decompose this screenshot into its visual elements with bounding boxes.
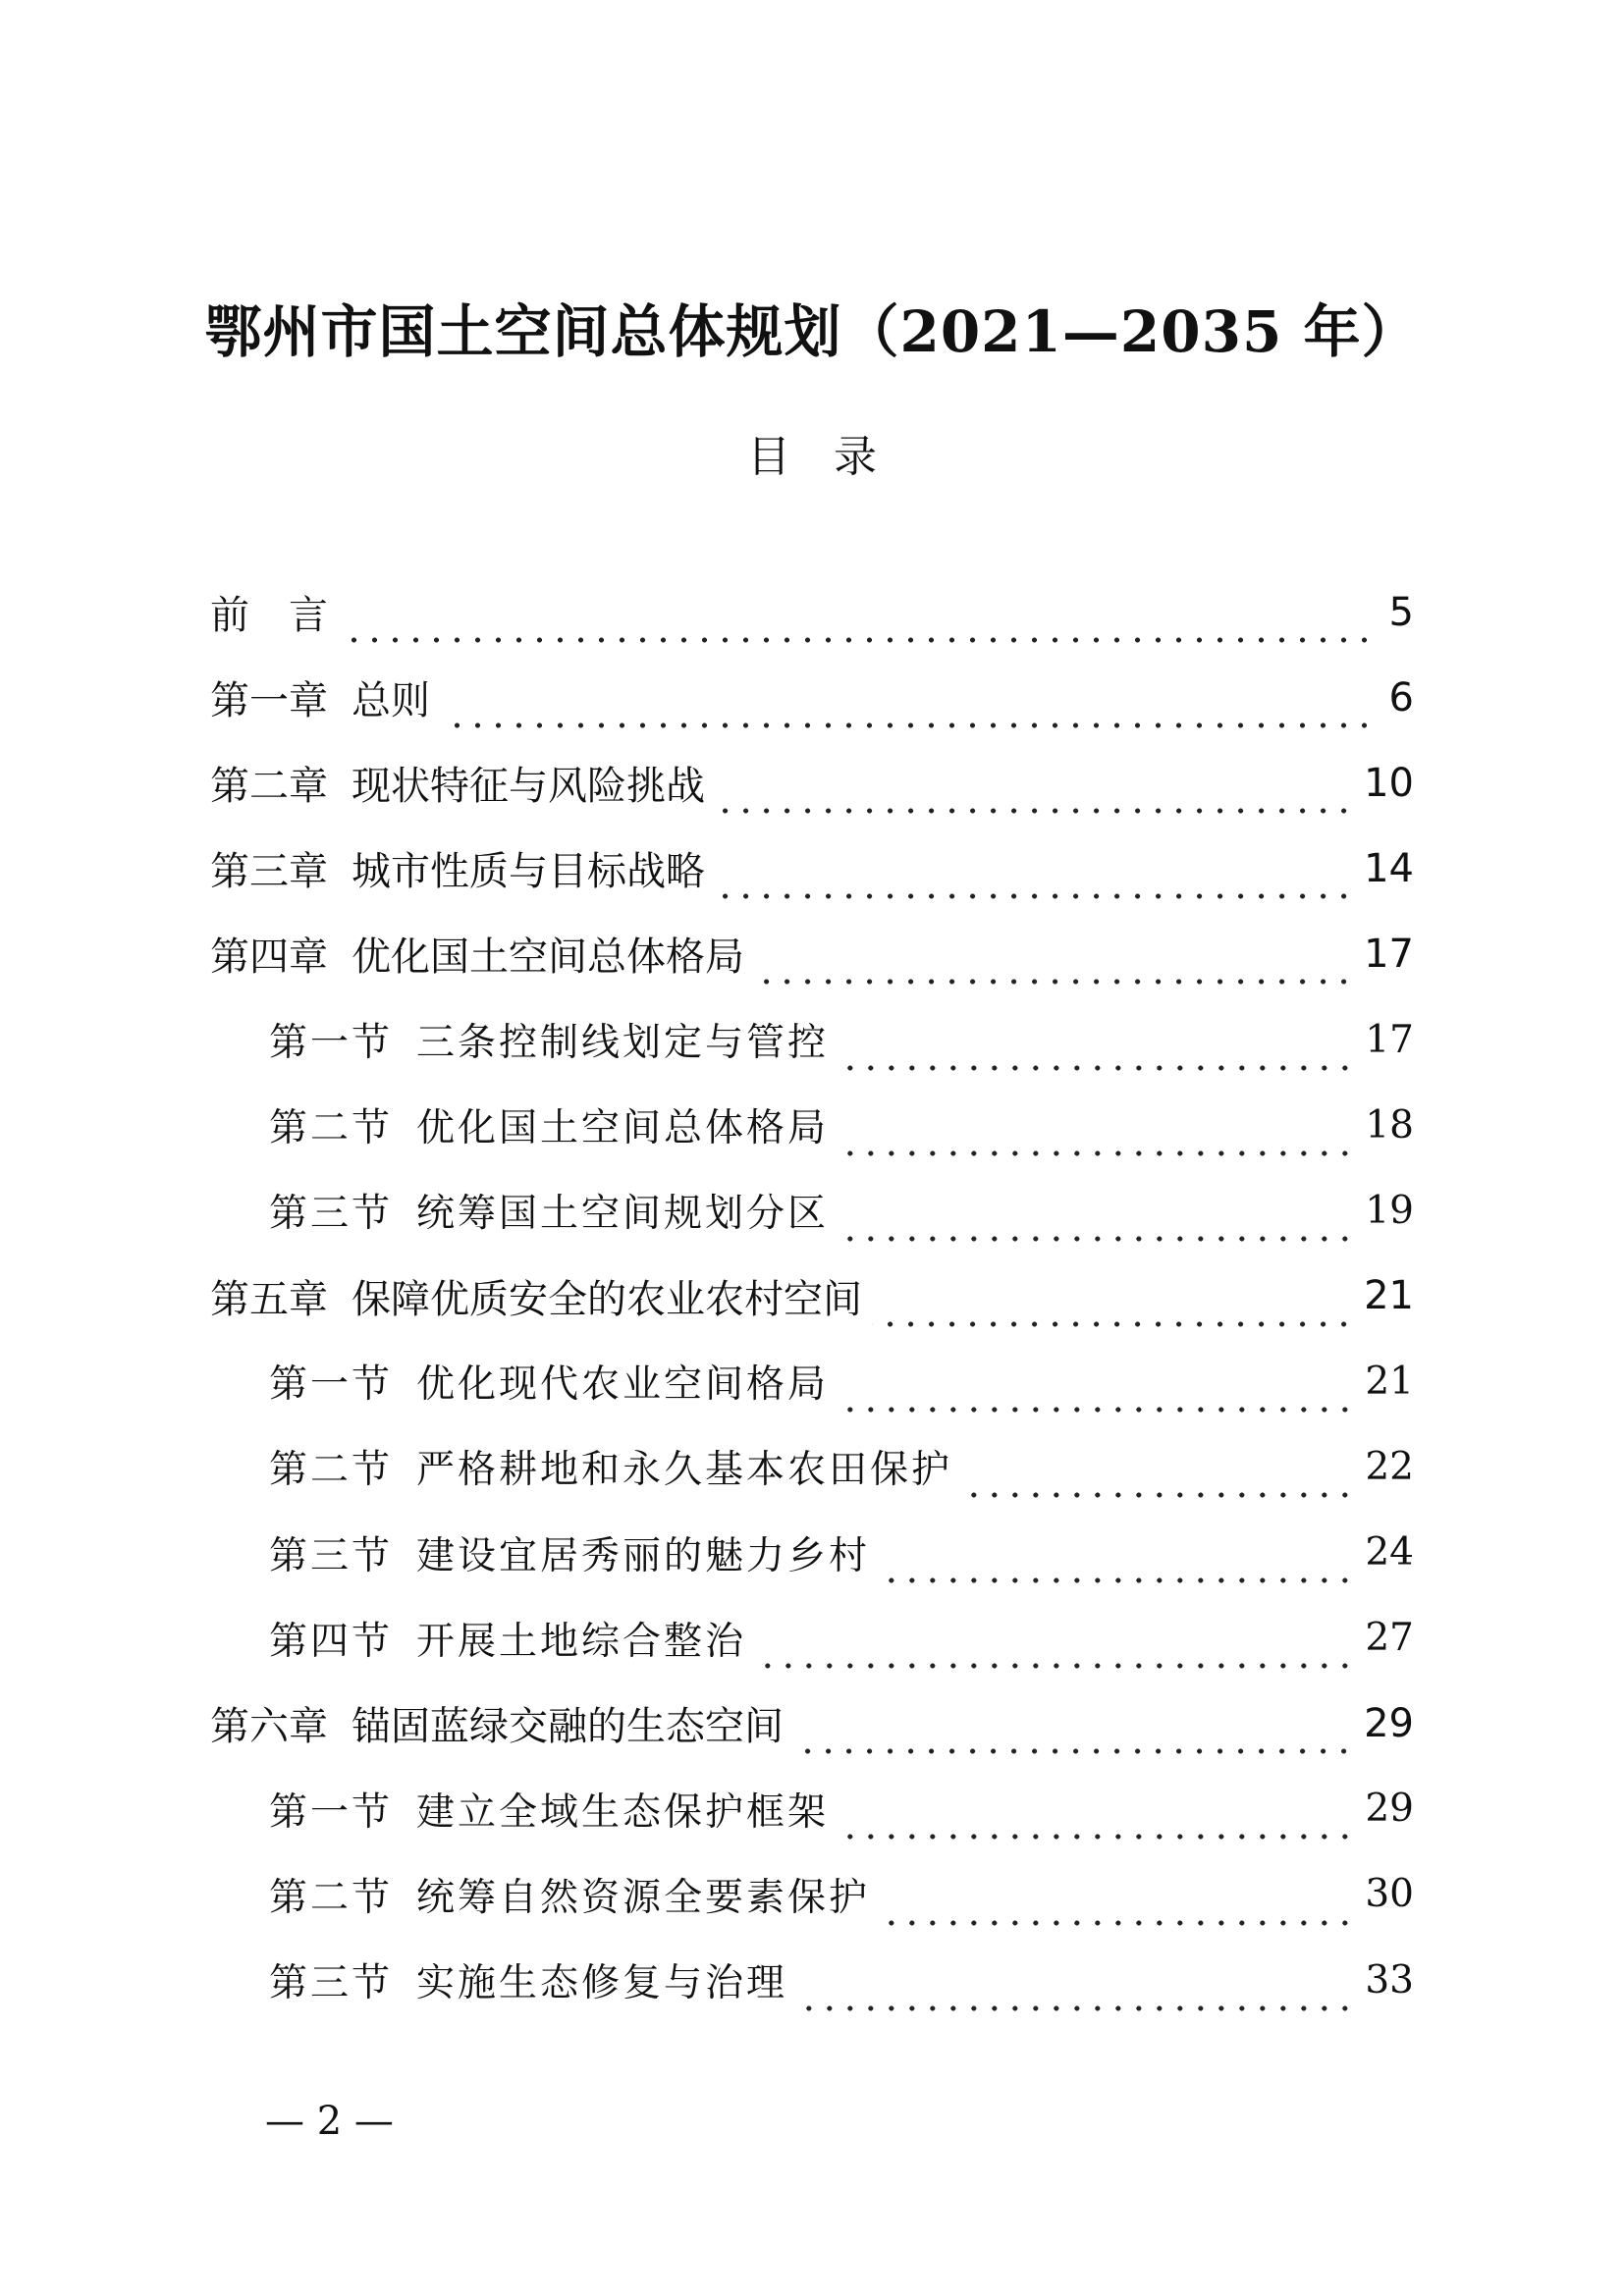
toc-leader-dots [872,1309,1354,1339]
toc-entry-number: 第二节 [269,1106,394,1151]
toc-entry-label [210,840,705,896]
toc-entry-label [210,584,328,640]
toc-leader-dots [715,796,1354,826]
toc-entry-label [269,1525,870,1580]
toc-entry-label [269,1867,870,1922]
toc-entry-number: 第六章 [210,1704,328,1750]
toc-entry-label [269,1439,952,1494]
toc-entry-title: 优化国土空间总体格局 [416,1106,830,1151]
toc-leader-dots [754,967,1354,996]
toc-page-number: 29 [1364,1700,1414,1746]
toc-entry-number: 前 [210,593,249,639]
toc-leader-dots [839,1822,1355,1851]
toc-chapter-entry[interactable] [210,655,1414,740]
toc-leader-dots [839,1139,1355,1168]
toc-entry-title: 实施生态修复与治理 [416,1961,788,2006]
toc-leader-dots [839,1053,1355,1083]
toc-chapter-entry[interactable] [210,569,1414,655]
toc-leader-dots [880,1908,1355,1938]
toc-leader-dots [440,711,1375,740]
toc-entry-title: 优化现代农业空间格局 [416,1362,830,1408]
toc-page-number: 17 [1364,931,1414,977]
toc-entry-label [210,926,744,982]
toc-page-number: 33 [1365,1957,1414,2002]
toc-chapter-entry[interactable] [210,911,1414,996]
toc-leader-dots [880,1566,1355,1595]
toc-entry-title: 三条控制线划定与管控 [416,1021,830,1066]
toc-leader-dots [715,881,1354,911]
toc-entry-label [210,669,430,725]
toc-entry-title: 严格耕地和永久基本农田保护 [416,1448,953,1493]
toc-leader-dots [338,625,1375,655]
toc-entry-title: 统筹自然资源全要素保护 [416,1875,871,1920]
toc-entry-number: 第三节 [269,1961,394,2006]
toc-page-number: 19 [1365,1188,1414,1233]
toc-leader-dots [962,1480,1355,1510]
toc-page-number: 21 [1364,1273,1414,1319]
toc-entry-title: 优化国土空间总体格局 [352,934,744,981]
toc-entry-number: 第四节 [269,1619,394,1664]
toc-entry-title: 锚固蓝绿交融的生态空间 [352,1704,784,1750]
toc-leader-dots [756,1651,1355,1681]
toc-page-number: 21 [1365,1359,1414,1404]
toc-leader-dots [793,1736,1354,1766]
toc-entry-label [269,1183,829,1238]
toc-entry-number: 第二节 [269,1875,394,1920]
toc-leader-dots [797,1994,1355,2023]
toc-section-entry[interactable] [210,1766,1414,1851]
toc-entry-number: 第三节 [269,1192,394,1237]
toc-page-number: 29 [1365,1787,1414,1832]
toc-entry-label [210,755,705,811]
toc-chapter-entry[interactable] [210,740,1414,826]
toc-heading: 目录 [747,432,920,482]
toc-page-number: 14 [1364,845,1414,891]
toc-entry-label [269,1782,829,1837]
toc-chapter-entry[interactable] [210,1254,1414,1339]
toc-page-number: 10 [1364,760,1414,806]
toc-entry-title: 总则 [352,678,430,724]
toc-leader-dots [839,1224,1355,1254]
table-of-contents [210,569,1414,2023]
toc-section-entry[interactable] [210,1168,1414,1254]
toc-section-entry[interactable] [210,1083,1414,1168]
toc-page-number: 5 [1388,589,1414,635]
toc-page-number: 27 [1365,1616,1414,1661]
toc-entry-number: 第五章 [210,1276,328,1322]
toc-chapter-entry[interactable] [210,1681,1414,1766]
toc-entry-label [269,1097,829,1152]
toc-entry-title: 现状特征与风险挑战 [352,764,705,810]
toc-entry-title: 统筹国土空间规划分区 [416,1192,830,1237]
toc-entry-label [269,1952,787,2007]
toc-page-number: 30 [1365,1872,1414,1917]
toc-entry-title: 言 [289,593,328,639]
toc-entry-number: 第三节 [269,1533,394,1578]
toc-entry-number: 第二节 [269,1448,394,1493]
toc-chapter-entry[interactable] [210,826,1414,911]
toc-entry-label [210,1695,784,1751]
toc-entry-title: 城市性质与目标战略 [352,849,705,895]
toc-section-entry[interactable] [210,1595,1414,1681]
toc-page-number: 17 [1365,1017,1414,1062]
toc-leader-dots [839,1395,1355,1424]
toc-entry-number: 第三章 [210,849,328,895]
toc-entry-label [269,1611,746,1666]
toc-section-entry[interactable] [210,996,1414,1082]
toc-entry-title: 开展土地综合整治 [416,1619,747,1664]
toc-page-number: 22 [1365,1444,1414,1489]
toc-entry-title: 建立全域生态保护框架 [416,1789,830,1835]
toc-entry-title: 保障优质安全的农业农村空间 [352,1276,862,1322]
toc-entry-number: 第一节 [269,1021,394,1066]
toc-page-number: 18 [1365,1102,1414,1148]
toc-entry-number: 第二章 [210,764,328,810]
toc-entry-number: 第一节 [269,1789,394,1835]
toc-section-entry[interactable] [210,1851,1414,1937]
toc-entry-number: 第一节 [269,1362,394,1408]
toc-entry-number: 第四章 [210,934,328,981]
toc-page-number: 6 [1388,674,1414,721]
toc-section-entry[interactable] [210,1339,1414,1424]
page-number: — 2 — [265,2099,394,2144]
toc-section-entry[interactable] [210,1424,1414,1510]
toc-section-entry[interactable] [210,1938,1414,2023]
toc-entry-label [210,1268,862,1324]
toc-entry-number: 第一章 [210,678,328,724]
toc-entry-title: 建设宜居秀丽的魅力乡村 [416,1533,871,1578]
toc-entry-label [269,1012,829,1067]
document-title: 鄂州市国土空间总体规划（2021—2035 年） [204,298,1420,365]
toc-page-number: 24 [1365,1530,1414,1575]
toc-entry-label [269,1354,829,1409]
toc-section-entry[interactable] [210,1510,1414,1595]
